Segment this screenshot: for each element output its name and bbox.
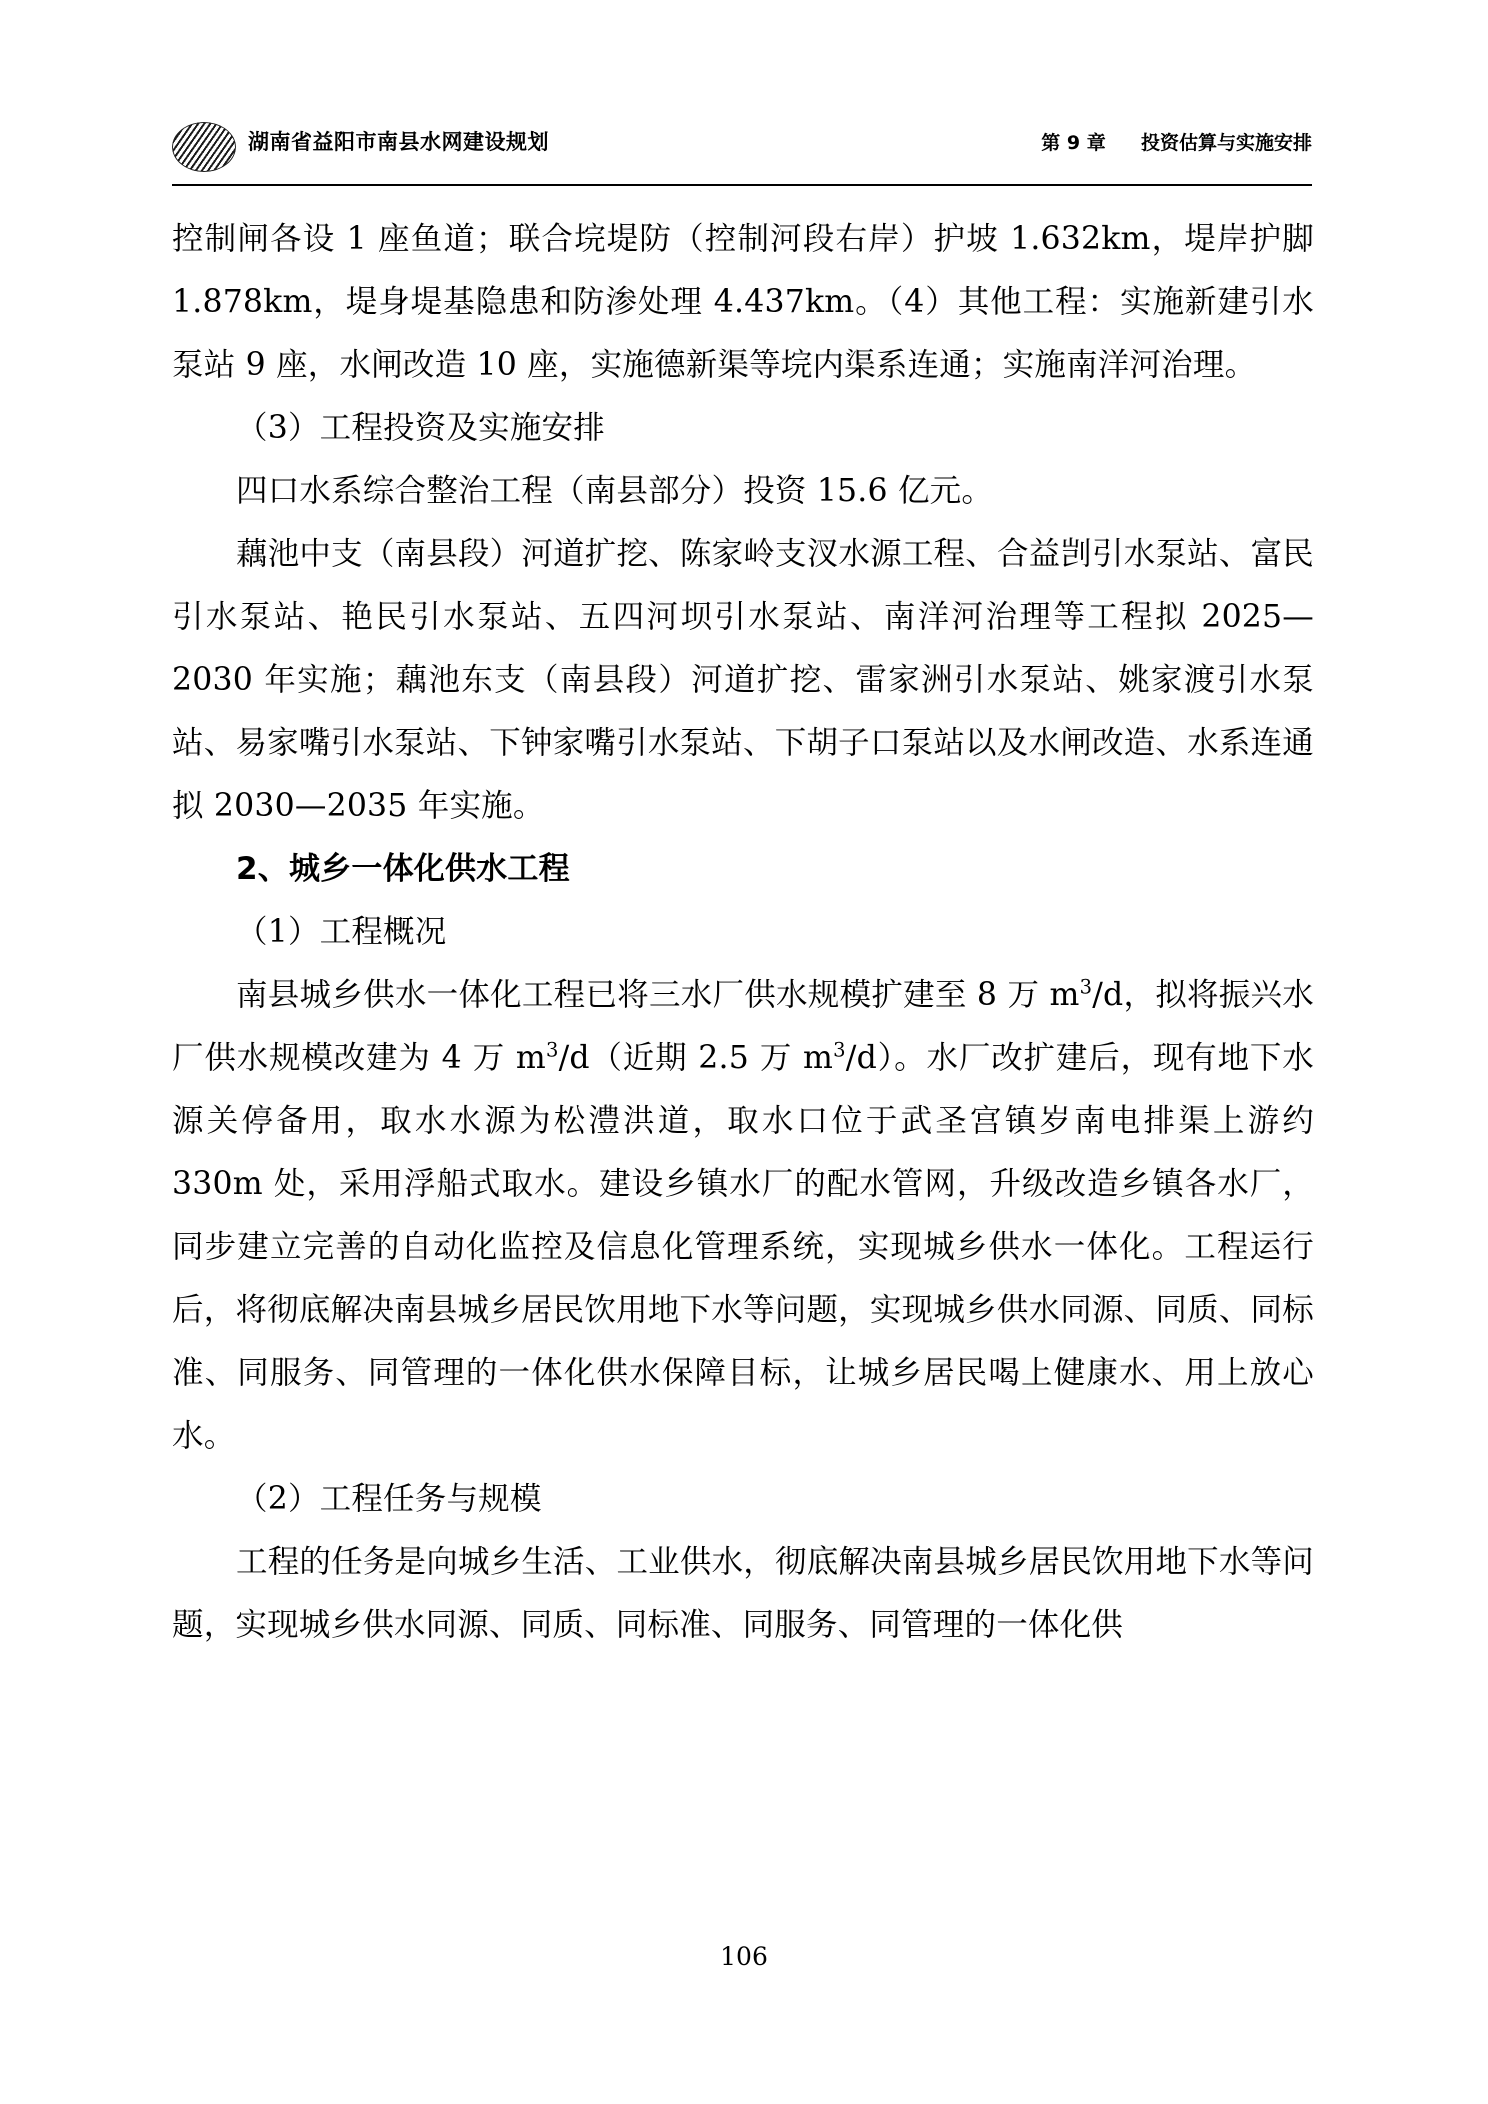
paragraph-2: （3）工程投资及实施安排: [236, 410, 605, 446]
header-divider: [172, 184, 1312, 186]
paragraph-7: 南县城乡供水一体化工程已将三水厂供水规模扩建至 8 万 $m^3/d$，拟将振兴水厂供水规模改建为 4 万 $m^3/d$（近期 2.5 万 $m^3/d$）。水厂改扩建后，现有地下水源关停备用，取水水源为松澧洪道，取水口位于武圣宫镇岁南电排渠上游约 330m 处，采用浮船式取水。建设乡镇水厂的配水管网，升级改造乡镇各水厂，同步建立完善的自动化监控及信息化管理系统，实现城乡供水一体化。工程运行后，将彻底解决南县城乡居民饮用地下水等问题，实现城乡供水同源、同质、同标准、同服务、同管理的一体化供水保障目标，让城乡居民喝上健康水、用上放心水。: [172, 975, 1314, 1454]
paragraph-1: 控制闸各设 1 座鱼道；联合垸堤防（控制河段右岸）护坡 1.632km，堤岸护脚 1.878km，堤身堤基隐患和防渗处理 4.437km。（4）其他工程：实施新建引水泵站 9 座，水闸改造 10 座，实施德新渠等垸内渠系连通；实施南洋河治理。: [172, 221, 1314, 383]
paragraph-6: （1）工程概况: [236, 914, 447, 950]
paragraph-3: 四口水系综合整治工程（南县部分）投资 15.6 亿元。: [236, 473, 994, 509]
page-header: [172, 120, 1312, 182]
paragraph-4: 藕池中支（南县段）河道扩挖、陈家岭支汊水源工程、合益剀引水泵站、富民引水泵站、艳民引水泵站、五四河坝引水泵站、南洋河治理等工程拟 2025—2030 年实施；藕池东支（南县段）河道扩挖、雷家洲引水泵站、姚家渡引水泵站、易家嘴引水泵站、下钟家嘴引水泵站、下胡子口泵站以及水闸改造、水系连通拟 2030—2035 年实施。: [172, 536, 1314, 824]
header-chapter-number: 第 9 章: [1041, 132, 1106, 154]
striped-ellipse-logo-icon: [172, 122, 236, 172]
header-chapter-title: 投资估算与实施安排: [1140, 132, 1312, 154]
header-right-title: [1041, 128, 1312, 155]
document-body: [172, 208, 1314, 1657]
section-heading-2: 2、城乡一体化供水工程: [236, 851, 570, 887]
paragraph-8: （2）工程任务与规模: [236, 1481, 542, 1517]
header-left-title: 湖南省益阳市南县水网建设规划: [248, 130, 549, 154]
page-number: 106: [720, 1942, 768, 1971]
page-footer: [0, 1942, 1488, 1971]
paragraph-9: 工程的任务是向城乡生活、工业供水，彻底解决南县城乡居民饮用地下水等问题，实现城乡供水同源、同质、同标准、同服务、同管理的一体化供: [172, 1544, 1314, 1643]
